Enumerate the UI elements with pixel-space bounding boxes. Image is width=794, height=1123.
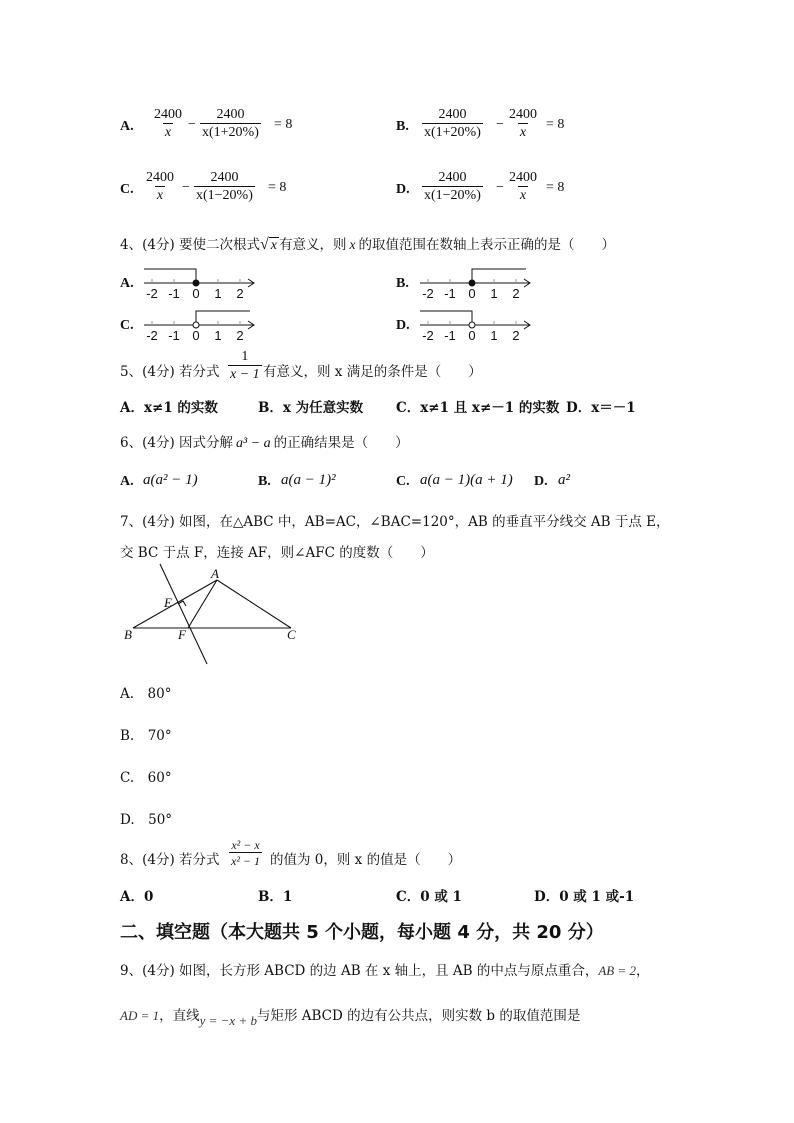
fraction: $\frac{2400}{x}$ bbox=[146, 170, 174, 203]
range-bracket bbox=[472, 269, 526, 283]
question-6-stem: 6、(4分) 因式分解 a³ − a 的正确结果是（ ） bbox=[120, 435, 409, 451]
question-9-line1: 9、(4分) 如图，长方形 ABCD 的边 AB 在 x 轴上，且 AB 的中点与原点重合，AB = 2， bbox=[120, 963, 650, 979]
tick-label: -2 bbox=[146, 286, 158, 300]
triangle-figure bbox=[120, 560, 310, 670]
tick-label: -2 bbox=[146, 328, 158, 342]
vertex-label-b: B bbox=[124, 627, 132, 642]
tick-label: -1 bbox=[444, 286, 456, 300]
tick-label: -2 bbox=[422, 328, 434, 342]
tick-label: -1 bbox=[168, 328, 180, 342]
fraction: $\frac{2400}{x}$ bbox=[509, 170, 537, 203]
tick-label: 1 bbox=[490, 328, 498, 342]
perpendicular-bisector bbox=[160, 564, 207, 664]
option-label: B. bbox=[396, 119, 409, 134]
fraction: $\frac{2400}{x(1-20\%)}$ bbox=[424, 170, 481, 203]
endpoint-dot bbox=[193, 280, 199, 286]
tick-label: 1 bbox=[214, 328, 222, 342]
option-label: C. bbox=[120, 182, 134, 197]
option-label: A. bbox=[120, 119, 134, 134]
option-d: D．x＝－1 bbox=[566, 400, 636, 416]
point-label-f: F bbox=[178, 627, 186, 642]
question-7-line2: 交 BC 于点 F，连接 AF，则∠AFC 的度数（ ） bbox=[120, 545, 434, 561]
tick-label: 2 bbox=[236, 328, 244, 342]
option-c: a(a − 1)(a + 1) bbox=[420, 472, 513, 488]
number-line bbox=[418, 264, 536, 304]
endpoint-dot bbox=[469, 280, 475, 286]
tick-label: 0 bbox=[192, 286, 200, 300]
equation-rhs: = 8 bbox=[268, 180, 287, 195]
fraction: $\frac{2400}{x(1+20\%)}$ bbox=[424, 107, 481, 140]
tick-label: 0 bbox=[192, 328, 200, 342]
minus-sign: − bbox=[496, 117, 504, 132]
equation-rhs: = 8 bbox=[274, 117, 293, 132]
option-d: a² bbox=[558, 472, 570, 488]
tick-label: 2 bbox=[512, 328, 520, 342]
number-line bbox=[418, 306, 536, 346]
option-a: A．0 bbox=[120, 889, 154, 905]
fraction: $\frac{2400}{x(1-20\%)}$ bbox=[196, 170, 253, 203]
tick-label: 1 bbox=[214, 286, 222, 300]
option-b: a(a − 1)² bbox=[281, 472, 336, 488]
number-line bbox=[142, 306, 260, 346]
option-c: C. 60° bbox=[120, 770, 172, 786]
tick-label: -1 bbox=[168, 286, 180, 300]
tick-label: 1 bbox=[490, 286, 498, 300]
question-7-line1: 7、(4分) 如图，在△ABC 中，AB=AC，∠BAC=120°，AB 的垂直平分线交 AB 于点 E， bbox=[120, 514, 670, 530]
fraction: $\frac{\text{x² − x}}{\text{x² − 1}}$ bbox=[231, 838, 261, 868]
equation-rhs: = 8 bbox=[546, 180, 565, 195]
tick-label: -2 bbox=[422, 286, 434, 300]
vertex-label-a: A bbox=[211, 566, 219, 581]
option-label: B. bbox=[396, 276, 409, 291]
tick-label: -1 bbox=[444, 328, 456, 342]
fraction: $\frac{2400}{x}$ bbox=[509, 107, 537, 140]
point-label-e: E bbox=[164, 595, 172, 610]
option-b: B．1 bbox=[258, 889, 293, 905]
option-label: C. bbox=[120, 318, 134, 333]
fraction: $\frac{2400}{x}$ bbox=[154, 107, 182, 140]
segment-af bbox=[188, 580, 217, 628]
question-4-stem: 4、(4分) 要使二次根式√ x 有意义，则 x 的取值范围在数轴上表示正确的是（ ） bbox=[120, 236, 616, 253]
minus-sign: − bbox=[496, 180, 504, 195]
equation-rhs: = 8 bbox=[546, 117, 565, 132]
number-line bbox=[142, 264, 260, 304]
fraction: $\frac{1}{x - 1}$ bbox=[230, 349, 260, 382]
question-9-line2: AD = 1，直线y = −x + b与矩形 ABCD 的边有公共点，则实数 b 的取值范围是 bbox=[120, 1008, 581, 1028]
minus-sign: − bbox=[182, 180, 190, 195]
section-title: 二、填空题（本大题共 5 个小题，每小题 4 分，共 20 分） bbox=[120, 922, 604, 943]
tick-label: 2 bbox=[236, 286, 244, 300]
tick-label: 2 bbox=[512, 286, 520, 300]
fraction: $\frac{2400}{x(1+20\%)}$ bbox=[202, 107, 259, 140]
option-a: A. 80° bbox=[120, 686, 172, 702]
tick-label: 0 bbox=[468, 286, 476, 300]
option-b: B．x 为任意实数 bbox=[258, 400, 364, 416]
option-label: D. bbox=[396, 182, 410, 197]
option-c: C．x≠1 且 x≠－1 的实数 bbox=[396, 400, 560, 416]
segment-ab bbox=[133, 580, 217, 628]
endpoint-dot bbox=[469, 322, 475, 328]
range-bracket bbox=[196, 311, 250, 325]
option-c: C．0 或 1 bbox=[396, 889, 462, 905]
tick-label: 0 bbox=[468, 328, 476, 342]
endpoint-dot bbox=[193, 322, 199, 328]
option-b: B. 70° bbox=[120, 728, 172, 744]
option-label: A. bbox=[120, 276, 134, 291]
segment-ac bbox=[217, 580, 291, 628]
option-d: D. 50° bbox=[120, 812, 173, 828]
option-label: D. bbox=[396, 318, 410, 333]
option-a: a(a² − 1) bbox=[143, 472, 198, 488]
option-d: D．0 或 1 或-1 bbox=[534, 889, 635, 905]
vertex-label-c: C bbox=[287, 627, 296, 642]
minus-sign: − bbox=[188, 117, 196, 132]
option-a: A．x≠1 的实数 bbox=[120, 400, 218, 416]
